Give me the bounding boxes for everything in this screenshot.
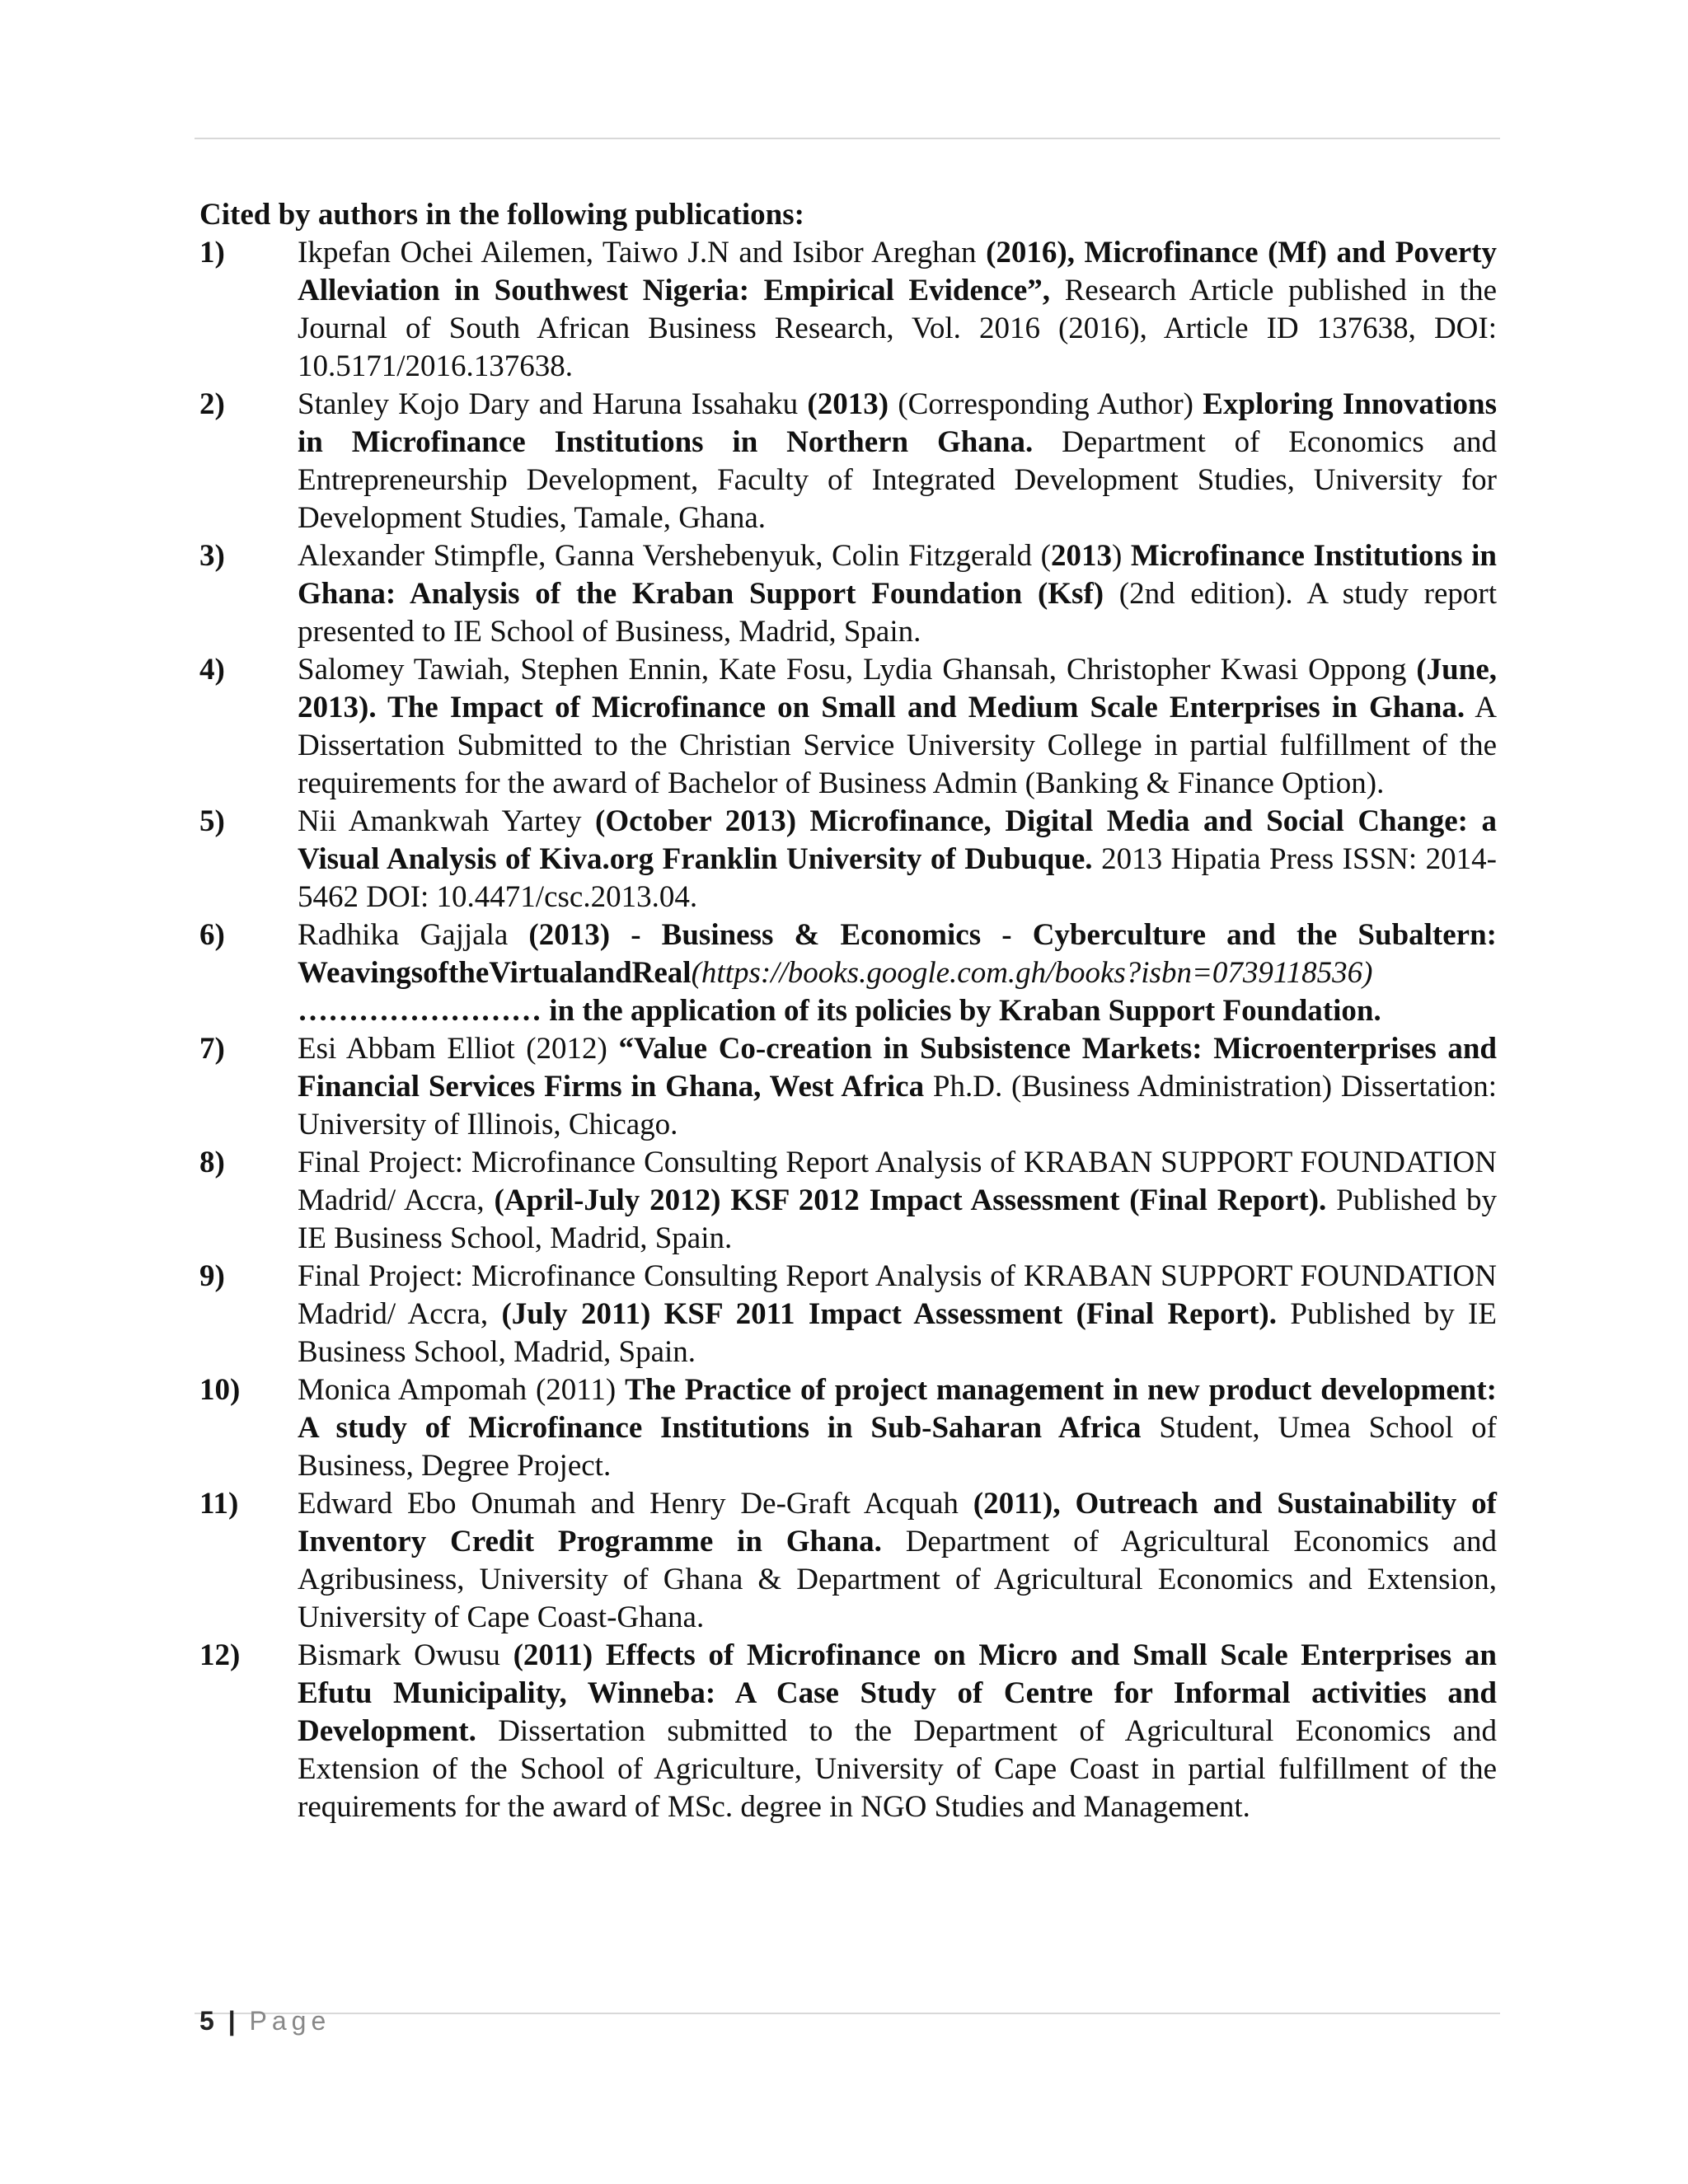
reference-title: (2011), Outreach and Sustainability of Inventory Credit Programme in Ghana.	[298, 1487, 1498, 1558]
reference-text: Alexander Stimpfle, Ganna Vershebenyuk, Colin Fitzgerald (	[298, 539, 1051, 573]
reference-title: (2011) Effects of Microfinance on Micro and Small Scale Enterprises an Efutu Municipality, Winneba: A Case Study of Centre for Informal activities and Development.	[298, 1638, 1497, 1748]
reference-text: (Corresponding Author)	[889, 387, 1203, 421]
reference-text: Monica Ampomah (2011)	[298, 1373, 626, 1407]
footer-rule	[195, 2013, 1500, 2014]
reference-text: Department of Economics and Entrepreneurship Development, Faculty of Integrated Development Studies, University for Development Studies, Tamale, Ghana.	[298, 425, 1498, 535]
reference-text: Final Project: Microfinance Consulting Report Analysis of KRABAN SUPPORT FOUNDATION Madrid/ Accra,	[298, 1146, 1497, 1217]
reference-number: 6)	[199, 918, 225, 952]
content	[199, 196, 1497, 1826]
reference-text: Nii Amankwah Yartey	[298, 804, 596, 838]
reference-number: 11)	[199, 1487, 239, 1521]
reference-text: Dissertation submitted to the Department of Agricultural Economics and Extension of the School of Agriculture, University of Cape Coast in partial fulfillment of the requirements for the award of MSc. degree in NGO Studies and Management.	[298, 1714, 1497, 1824]
reference-text: Ikpefan Ochei Ailemen, Taiwo J.N and Isibor Areghan	[298, 236, 987, 269]
reference-year: 2013	[1050, 539, 1112, 573]
reference-item	[199, 651, 1497, 803]
reference-list	[199, 234, 1497, 1826]
reference-number: 8)	[199, 1146, 225, 1179]
reference-text: Published by IE Business School, Madrid, Spain.	[298, 1297, 1497, 1369]
reference-item	[199, 1371, 1497, 1485]
reference-number: 4)	[199, 653, 225, 687]
page-label: Page	[249, 2006, 331, 2036]
reference-text: 2013 Hipatia Press ISSN: 2014-5462 DOI: 10.4471/csc.2013.04.	[298, 842, 1498, 914]
reference-title: “Value Co-creation in Subsistence Markets: Microenterprises and Financial Services Firms in Ghana, West Africa	[298, 1032, 1498, 1104]
reference-item	[199, 537, 1497, 651]
reference-item	[199, 1637, 1497, 1826]
reference-item	[199, 1485, 1497, 1637]
reference-text: Esi Abbam Elliot (2012)	[298, 1032, 619, 1066]
reference-item	[199, 234, 1497, 386]
reference-text: Radhika Gajjala	[298, 918, 529, 952]
reference-text: Ph.D. (Business Administration) Dissertation: University of Illinois, Chicago.	[298, 1070, 1497, 1141]
reference-item	[199, 1258, 1497, 1371]
reference-text: Edward Ebo Onumah and Henry De-Graft Acquah	[298, 1487, 973, 1521]
reference-number: 12)	[199, 1638, 241, 1672]
reference-number: 2)	[199, 387, 225, 421]
reference-title: Microfinance Institutions in Ghana: Analysis of the Kraban Support Foundation (Ksf)	[298, 539, 1497, 611]
reference-text: A Dissertation Submitted to the Christian Service University College in partial fulfillment of the requirements for the award of Bachelor of Business Admin (Banking & Finance Option).	[298, 691, 1497, 800]
reference-text: Stanley Kojo Dary and Haruna Issahaku	[298, 387, 808, 421]
reference-title: The Practice of project management in new product development: A study of Microfinance Institutions in Sub-Saharan Africa	[298, 1373, 1497, 1445]
reference-title: (April-July 2012) KSF 2012 Impact Assessment (Final Report).	[494, 1183, 1327, 1217]
header-rule	[195, 138, 1500, 139]
footer-separator: |	[227, 2006, 236, 2036]
reference-number: 10)	[199, 1373, 241, 1407]
reference-note: …………………… in the application of its policies by Kraban Support Foundation.	[298, 994, 1381, 1028]
reference-text: Final Project: Microfinance Consulting Report Analysis of KRABAN SUPPORT FOUNDATION Madrid/ Accra,	[298, 1259, 1497, 1331]
reference-text: Bismark Owusu	[298, 1638, 513, 1672]
reference-item	[199, 1030, 1497, 1144]
reference-title: (2013) - Business & Economics - Cyberculture and the Subaltern: WeavingsoftheVirtualandReal	[298, 918, 1497, 990]
reference-number: 9)	[199, 1259, 225, 1293]
reference-text: Student, Umea School of Business, Degree Project.	[298, 1411, 1497, 1483]
reference-title: (October 2013) Microfinance, Digital Media and Social Change: a Visual Analysis of Kiva.org Franklin University of Dubuque.	[298, 804, 1497, 876]
reference-text: (2nd edition). A study report presented to IE School of Business, Madrid, Spain.	[298, 577, 1497, 649]
reference-number: 5)	[199, 804, 225, 838]
reference-title: (2016), Microfinance (Mf) and Poverty Alleviation in Southwest Nigeria: Empirical Evidence”,	[298, 236, 1497, 307]
reference-title: (July 2011) KSF 2011 Impact Assessment (Final Report).	[501, 1297, 1277, 1331]
reference-item	[199, 1144, 1497, 1258]
reference-number: 1)	[199, 236, 225, 269]
section-heading: Cited by authors in the following publications:	[199, 198, 804, 232]
reference-item	[199, 916, 1497, 1030]
reference-text: Salomey Tawiah, Stephen Ennin, Kate Fosu, Lydia Ghansah, Christopher Kwasi Oppong	[298, 653, 1417, 687]
reference-text: Published by IE Business School, Madrid, Spain.	[298, 1183, 1497, 1255]
reference-url: (https://books.google.com.gh/books?isbn=0739118536)	[691, 956, 1373, 990]
reference-year: (2013)	[807, 387, 889, 421]
reference-number: 3)	[199, 539, 225, 573]
reference-item	[199, 803, 1497, 916]
page-number: 5	[199, 2006, 214, 2036]
page-footer	[199, 2004, 331, 2037]
reference-number: 7)	[199, 1032, 225, 1066]
reference-item	[199, 386, 1497, 537]
reference-text: Department of Agricultural Economics and Agribusiness, University of Ghana & Department of Agricultural Economics and Extension, University of Cape Coast-Ghana.	[298, 1525, 1497, 1634]
reference-text: )	[1111, 539, 1131, 573]
reference-text: Research Article published in the Journal of South African Business Research, Vol. 2016 (2016), Article ID 137638, DOI: 10.5171/2016.137638.	[298, 274, 1497, 383]
reference-title: Exploring Innovations in Microfinance Institutions in Northern Ghana.	[298, 387, 1497, 459]
reference-title: (June, 2013). The Impact of Microfinance on Small and Medium Scale Enterprises in Ghana.	[298, 653, 1497, 724]
